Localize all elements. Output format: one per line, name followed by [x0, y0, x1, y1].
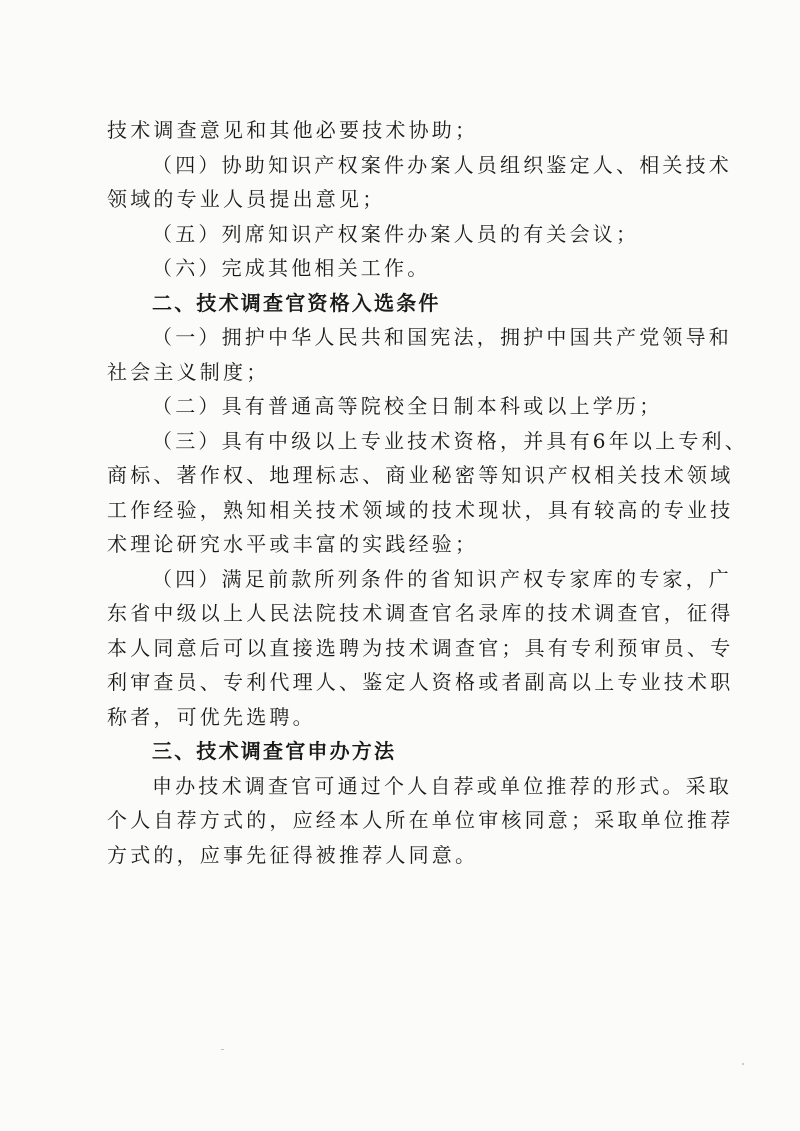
paragraph	[107, 769, 734, 873]
text-line: （三）具有中级以上专业技术资格，并具有6年以上专利、	[152, 428, 748, 453]
paragraph	[107, 148, 732, 217]
paragraph	[107, 113, 697, 148]
text-line: 利审查员、专利代理人、鉴定人资格或者副高以上专业技术职	[107, 670, 734, 694]
text-line: 二、技术调查官资格入选条件	[152, 290, 441, 315]
paragraph	[107, 217, 697, 252]
paragraph	[107, 424, 748, 562]
paragraph	[107, 562, 734, 735]
text-line: 方式的，应事先征得被推荐人同意。	[107, 842, 479, 867]
scan-speck	[221, 1049, 224, 1050]
text-line: 商标、著作权、地理标志、商业秘密等知识产权相关技术领域	[107, 463, 734, 487]
text-line: 本人同意后可以直接选聘为技术调查官；具有专利预审员、专	[107, 635, 734, 660]
text-line: 个人自荐方式的，应经本人所在单位审核同意；采取单位推荐	[107, 808, 734, 832]
text-line: 三、技术调查官申办方法	[152, 739, 397, 763]
scan-speck	[742, 1063, 744, 1065]
text-line: 东省中级以上人民法院技术调查官名录库的技术调查官，征得	[107, 601, 734, 625]
text-line: （四）协助知识产权案件办案人员组织鉴定人、相关技术	[152, 152, 732, 177]
section-heading	[107, 286, 697, 321]
paragraph	[107, 389, 697, 424]
paragraph	[107, 320, 732, 389]
text-line: 领域的专业人员提出意见；	[107, 187, 386, 211]
document-body	[107, 113, 748, 872]
text-line: （四）满足前款所列条件的省知识产权专家库的专家，广	[152, 566, 732, 591]
paragraph	[107, 251, 697, 286]
text-line: （五）列席知识产权案件办案人员的有关会议；	[152, 221, 640, 246]
text-line: 术理论研究水平或丰富的实践经验；	[107, 532, 479, 556]
text-line: 工作经验，熟知相关技术领域的技术现状，具有较高的专业技	[107, 497, 734, 522]
text-line: 称者，可优先选聘。	[107, 704, 316, 729]
text-line: （一）拥护中华人民共和国宪法，拥护中国共产党领导和	[152, 325, 732, 349]
text-line: 技术调查意见和其他必要技术协助；	[107, 118, 479, 142]
text-line: （六）完成其他相关工作。	[152, 256, 431, 280]
text-line: 社会主义制度；	[107, 359, 270, 384]
text-line: （二）具有普通高等院校全日制本科或以上学历；	[152, 394, 663, 418]
section-heading	[107, 734, 697, 769]
text-line: 申办技术调查官可通过个人自荐或单位推荐的形式。采取	[152, 773, 732, 798]
